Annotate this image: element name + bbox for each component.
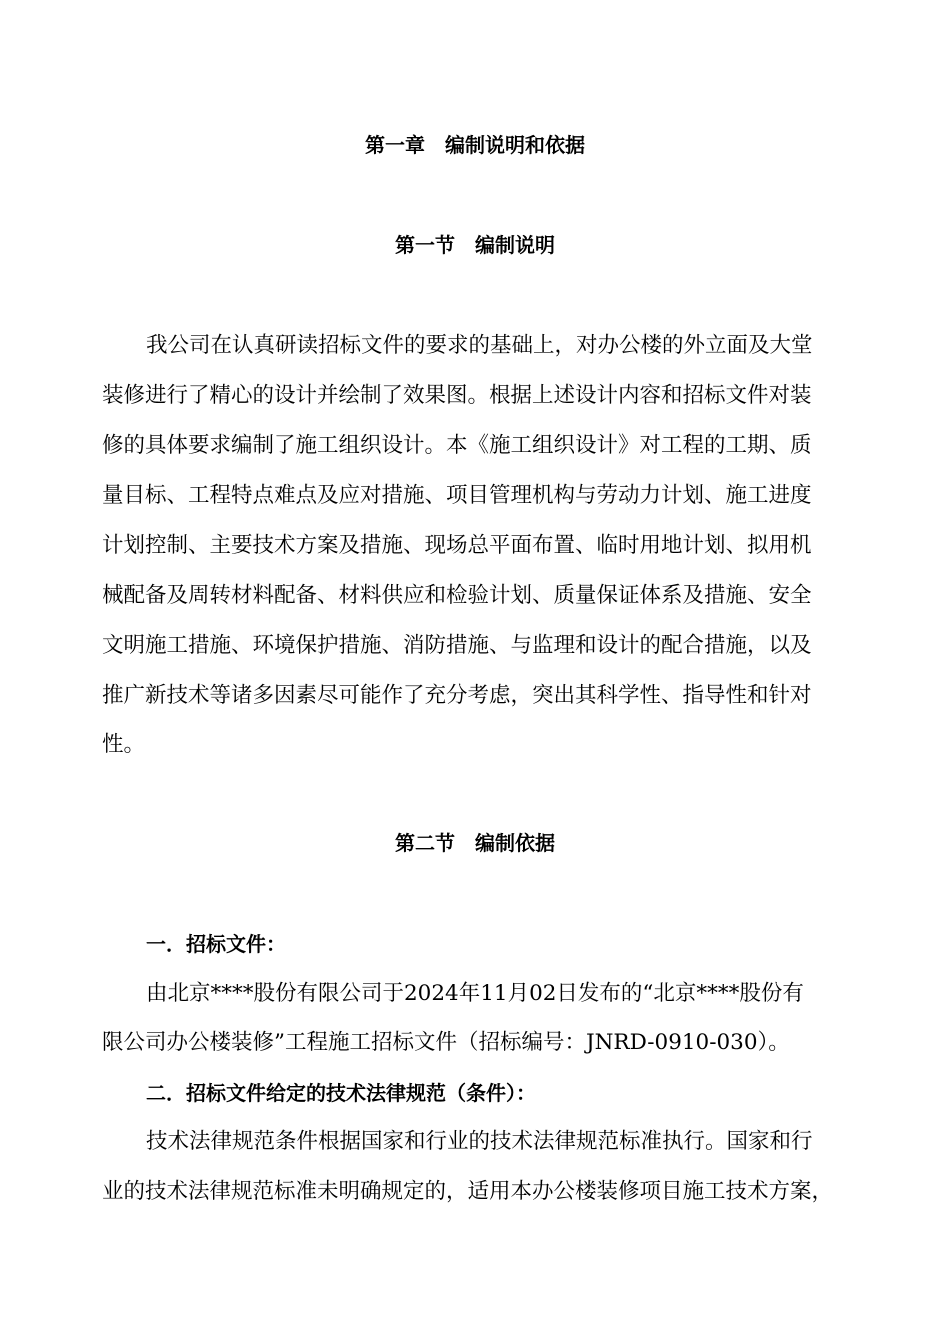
chapter-title: 第一章 编制说明和依据 — [365, 133, 585, 157]
paragraph-line: 推广新技术等诸多因素尽可能作了充分考虑，突出其科学性、指导性和针对 — [102, 683, 812, 708]
paragraph-line: 计划控制、主要技术方案及措施、现场总平面布置、临时用地计划、拟用机 — [102, 533, 812, 558]
paragraph-line: 性。 — [102, 732, 146, 757]
paragraph-line: 文明施工措施、环境保护措施、消防措施、与监理和设计的配合措施，以及 — [102, 633, 812, 658]
paragraph-line: 械配备及周转材料配备、材料供应和检验计划、质量保证体系及措施、安全 — [102, 583, 812, 608]
item-1-line: 由北京****股份有限公司于2024年11月02日发布的“北京****股份有 — [146, 981, 804, 1006]
item-2-heading: 二．招标文件给定的技术法律规范（条件）： — [146, 1081, 536, 1105]
paragraph-line: 修的具体要求编制了施工组织设计。本《施工组织设计》对工程的工期、质 — [102, 433, 812, 458]
item-2-line: 技术法律规范条件根据国家和行业的技术法律规范标准执行。国家和行 — [146, 1129, 813, 1154]
item-1-heading: 一．招标文件： — [146, 932, 286, 956]
section-2-title: 第二节 编制依据 — [395, 831, 555, 855]
paragraph-line: 我公司在认真研读招标文件的要求的基础上，对办公楼的外立面及大堂 — [146, 333, 813, 358]
paragraph-line: 量目标、工程特点难点及应对措施、项目管理机构与劳动力计划、施工进度 — [102, 483, 812, 508]
item-2-line: 业的技术法律规范标准未明确规定的，适用本办公楼装修项目施工技术方案， — [102, 1179, 834, 1204]
item-1-line: 限公司办公楼装修”工程施工招标文件（招标编号：JNRD-0910-030）。 — [102, 1030, 790, 1055]
section-1-title: 第一节 编制说明 — [395, 233, 555, 257]
paragraph-line: 装修进行了精心的设计并绘制了效果图。根据上述设计内容和招标文件对装 — [102, 383, 812, 408]
